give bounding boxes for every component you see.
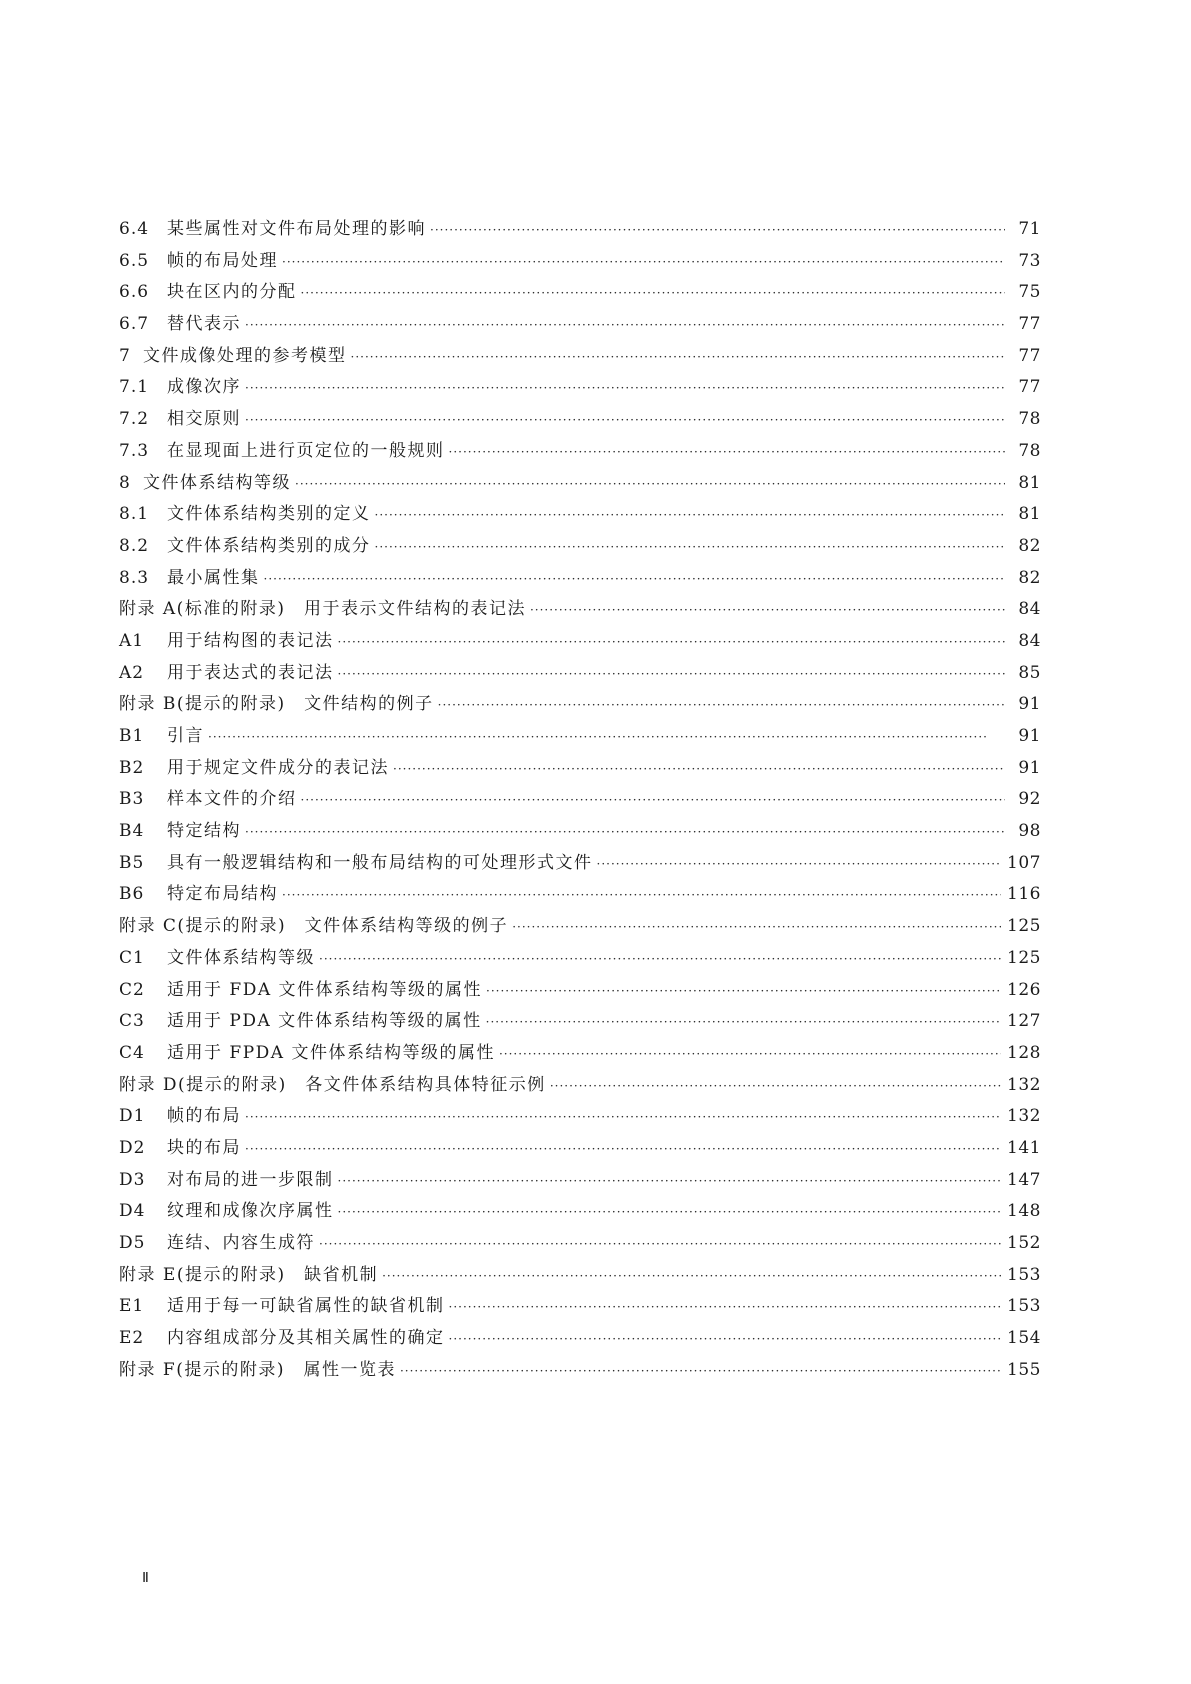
toc-entry-page: 91 — [1018, 726, 1041, 746]
toc-entry-page: 91 — [1018, 757, 1041, 778]
toc-entry — [119, 341, 1041, 373]
toc-entry-title: 文件体系结构等级 — [167, 947, 315, 968]
toc-entry — [119, 1006, 1041, 1038]
toc-dot-leader — [338, 659, 1006, 691]
toc-entry — [119, 372, 1041, 404]
toc-entry-number: B4 — [119, 821, 145, 842]
toc-entry-page: 147 — [1007, 1169, 1041, 1190]
toc-dot-leader — [245, 405, 1005, 437]
toc-entry-number: 8.2 — [119, 535, 150, 556]
toc-dot-leader — [208, 722, 1005, 754]
toc-entry-page: 154 — [1007, 1328, 1041, 1349]
toc-entry — [119, 658, 1041, 690]
toc-entry — [119, 468, 1041, 500]
toc-entry — [119, 1260, 1041, 1292]
toc-dot-leader — [319, 1229, 1001, 1261]
toc-dot-leader — [301, 278, 1006, 310]
toc-entry-page: 84 — [1018, 599, 1041, 620]
toc-dot-leader — [282, 880, 1001, 912]
toc-dot-leader — [400, 1356, 1001, 1388]
toc-entry-page: 84 — [1018, 630, 1041, 651]
toc-dot-leader — [245, 310, 1005, 342]
toc-dot-leader — [282, 247, 1005, 279]
toc-entry — [119, 943, 1041, 975]
toc-entry-page: 153 — [1007, 1296, 1041, 1317]
toc-entry-page: 78 — [1018, 409, 1041, 430]
toc-entry-title: 附录 F(提示的附录) 属性一览表 — [119, 1359, 396, 1380]
toc-entry — [119, 1165, 1041, 1197]
toc-dot-leader — [449, 1292, 1002, 1324]
toc-entry-number: A1 — [119, 630, 145, 651]
toc-entry-page: 132 — [1007, 1106, 1041, 1127]
toc-entry-number: 8 — [119, 472, 131, 493]
toc-entry-number: C2 — [119, 979, 145, 1000]
toc-entry-title: 帧的布局 — [167, 1106, 241, 1127]
toc-entry — [119, 531, 1041, 563]
toc-entry-page: 128 — [1007, 1042, 1041, 1063]
toc-dot-leader — [375, 500, 1006, 532]
toc-entry-page: 116 — [1007, 884, 1041, 905]
toc-entry-title: 用于表达式的表记法 — [167, 662, 334, 683]
toc-entry-title: 特定布局结构 — [167, 884, 278, 905]
toc-entry-title: 文件成像处理的参考模型 — [143, 345, 347, 366]
toc-entry-title: 对布局的进一步限制 — [167, 1169, 334, 1190]
toc-entry-page: 75 — [1018, 282, 1041, 303]
toc-entry-number: 6.5 — [119, 250, 150, 271]
toc-entry-number: 7.1 — [119, 377, 150, 398]
toc-entry-number: B6 — [119, 884, 145, 905]
toc-entry-title: 附录 B(提示的附录) 文件结构的例子 — [119, 694, 434, 715]
toc-entry-number: E2 — [119, 1328, 145, 1349]
toc-dot-leader — [375, 532, 1006, 564]
toc-entry — [119, 1228, 1041, 1260]
toc-entry-title: 连结、内容生成符 — [167, 1233, 315, 1253]
toc-entry — [119, 848, 1041, 880]
toc-entry-number: 7.3 — [119, 440, 150, 461]
toc-entry-page: 125 — [1007, 916, 1041, 937]
toc-entry — [119, 753, 1041, 785]
toc-entry — [119, 499, 1041, 531]
toc-dot-leader — [245, 373, 1005, 405]
toc-entry-number: D3 — [119, 1169, 146, 1190]
toc-dot-leader — [382, 1261, 1001, 1293]
toc-entry-number: D4 — [119, 1201, 146, 1222]
table-of-contents — [119, 214, 1041, 1386]
toc-dot-leader — [351, 342, 1006, 374]
toc-entry-number: B5 — [119, 852, 145, 873]
toc-entry-title: 块在区内的分配 — [167, 282, 297, 303]
toc-entry — [119, 594, 1041, 626]
toc-entry-title: 块的布局 — [167, 1137, 241, 1158]
toc-entry — [119, 309, 1041, 341]
toc-dot-leader — [245, 1102, 1001, 1134]
toc-dot-leader — [264, 564, 1006, 596]
toc-entry-title: 相交原则 — [167, 409, 241, 430]
toc-entry-title: 适用于 FPDA 文件体系结构等级的属性 — [167, 1042, 495, 1063]
toc-entry-title: 最小属性集 — [167, 567, 260, 588]
toc-dot-leader — [393, 754, 1005, 786]
toc-dot-leader — [295, 469, 1005, 501]
toc-entry-number: 6.4 — [119, 219, 150, 239]
toc-entry-title: 帧的布局处理 — [167, 250, 278, 271]
toc-entry — [119, 1101, 1041, 1133]
toc-entry-page: 81 — [1018, 504, 1041, 525]
toc-dot-leader — [338, 627, 1006, 659]
toc-dot-leader — [449, 437, 1006, 469]
toc-entry-number: 6.6 — [119, 282, 150, 303]
toc-dot-leader — [597, 849, 1002, 881]
toc-entry — [119, 436, 1041, 468]
toc-dot-leader — [499, 1039, 1001, 1071]
toc-entry — [119, 879, 1041, 911]
toc-entry-page: 71 — [1018, 219, 1041, 239]
toc-entry-page: 141 — [1007, 1137, 1041, 1158]
toc-entry — [119, 1196, 1041, 1228]
toc-dot-leader — [430, 215, 1005, 247]
toc-entry-number: D2 — [119, 1137, 146, 1158]
toc-entry-number: E1 — [119, 1296, 145, 1317]
toc-entry — [119, 277, 1041, 309]
toc-entry-page: 153 — [1007, 1264, 1041, 1285]
toc-entry-number: 7 — [119, 345, 131, 366]
toc-entry-number: B2 — [119, 757, 145, 778]
toc-entry — [119, 721, 1041, 753]
toc-entry-title: 附录 A(标准的附录) 用于表示文件结构的表记法 — [119, 599, 526, 620]
toc-entry-title: 成像次序 — [167, 377, 241, 398]
toc-entry-page: 82 — [1018, 535, 1041, 556]
toc-entry-title: 样本文件的介绍 — [167, 789, 297, 810]
toc-entry — [119, 1323, 1041, 1355]
toc-entry-page: 77 — [1018, 345, 1041, 366]
toc-entry-page: 126 — [1007, 979, 1041, 1000]
toc-entry-number: C4 — [119, 1042, 145, 1063]
toc-dot-leader — [319, 944, 1001, 976]
toc-dot-leader — [486, 1007, 1001, 1039]
toc-entry-page: 98 — [1018, 821, 1041, 842]
toc-entry-page: 81 — [1018, 472, 1041, 493]
toc-entry-number: 7.2 — [119, 409, 150, 430]
toc-entry-title: 具有一般逻辑结构和一般布局结构的可处理形式文件 — [167, 852, 593, 873]
toc-entry-page: 77 — [1018, 377, 1041, 398]
toc-entry-number: 8.3 — [119, 567, 150, 588]
toc-entry-number: D1 — [119, 1106, 146, 1127]
toc-entry — [119, 1133, 1041, 1165]
page-number-folio: Ⅱ — [142, 1571, 149, 1586]
toc-entry-number: A2 — [119, 662, 145, 683]
toc-entry — [119, 1291, 1041, 1323]
toc-entry-title: 适用于 FDA 文件体系结构等级的属性 — [167, 979, 483, 1000]
toc-entry — [119, 214, 1041, 246]
toc-dot-leader — [550, 1071, 1001, 1103]
toc-entry-page: 78 — [1018, 440, 1041, 461]
toc-entry-page: 85 — [1018, 662, 1041, 683]
toc-entry-number: D5 — [119, 1233, 146, 1253]
toc-entry — [119, 784, 1041, 816]
toc-entry — [119, 563, 1041, 595]
toc-entry-number: 8.1 — [119, 504, 150, 525]
toc-entry-page: 73 — [1018, 250, 1041, 271]
toc-entry-title: 文件体系结构等级 — [143, 472, 291, 493]
toc-entry-title: 用于结构图的表记法 — [167, 630, 334, 651]
toc-entry — [119, 404, 1041, 436]
toc-dot-leader — [486, 976, 1001, 1008]
toc-entry — [119, 975, 1041, 1007]
toc-dot-leader — [512, 912, 1001, 944]
toc-entry-title: 用于规定文件成分的表记法 — [167, 757, 389, 778]
toc-entry — [119, 246, 1041, 278]
toc-entry-title: 文件体系结构类别的成分 — [167, 535, 371, 556]
toc-entry-page: 107 — [1007, 852, 1041, 873]
toc-dot-leader — [245, 1134, 1001, 1166]
toc-entry — [119, 1355, 1041, 1387]
toc-entry-title: 附录 D(提示的附录) 各文件体系结构具体特征示例 — [119, 1074, 546, 1095]
toc-dot-leader — [338, 1197, 1002, 1229]
toc-entry-page: 132 — [1007, 1074, 1041, 1095]
toc-entry-page: 77 — [1018, 314, 1041, 335]
toc-entry-title: 内容组成部分及其相关属性的确定 — [167, 1328, 445, 1349]
toc-dot-leader — [449, 1324, 1002, 1356]
toc-entry-number: C3 — [119, 1011, 145, 1032]
toc-entry-title: 适用于 PDA 文件体系结构等级的属性 — [167, 1011, 482, 1032]
toc-entry-title: 适用于每一可缺省属性的缺省机制 — [167, 1296, 445, 1317]
toc-dot-leader — [530, 595, 1005, 627]
toc-entry-page: 125 — [1007, 947, 1041, 968]
toc-dot-leader — [301, 785, 1006, 817]
toc-entry-page: 155 — [1007, 1359, 1041, 1380]
toc-entry-title: 文件体系结构类别的定义 — [167, 504, 371, 525]
toc-entry-number: B3 — [119, 789, 145, 810]
toc-entry-page: 92 — [1018, 789, 1041, 810]
toc-entry-page: 82 — [1018, 567, 1041, 588]
toc-entry-page: 91 — [1018, 694, 1041, 715]
toc-entry-title: 附录 C(提示的附录) 文件体系结构等级的例子 — [119, 916, 509, 937]
toc-entry-title: 某些属性对文件布局处理的影响 — [167, 219, 426, 239]
toc-entry-page: 127 — [1007, 1011, 1041, 1032]
toc-dot-leader — [245, 817, 1005, 849]
toc-entry-title: 特定结构 — [167, 821, 241, 842]
toc-entry-title: 替代表示 — [167, 314, 241, 335]
toc-entry-title: 引言 — [167, 726, 204, 746]
toc-entry-title: 纹理和成像次序属性 — [167, 1201, 334, 1222]
toc-entry — [119, 911, 1041, 943]
toc-entry — [119, 1038, 1041, 1070]
toc-entry-title: 附录 E(提示的附录) 缺省机制 — [119, 1264, 379, 1285]
toc-entry-title: 在显现面上进行页定位的一般规则 — [167, 440, 445, 461]
toc-entry — [119, 1070, 1041, 1102]
toc-entry-number: C1 — [119, 947, 145, 968]
toc-entry — [119, 626, 1041, 658]
toc-entry-page: 148 — [1007, 1201, 1041, 1222]
toc-entry-number: B1 — [119, 726, 145, 746]
toc-entry — [119, 689, 1041, 721]
toc-dot-leader — [338, 1166, 1002, 1198]
toc-entry-page: 152 — [1007, 1233, 1041, 1253]
toc-dot-leader — [438, 690, 1005, 722]
toc-entry-number: 6.7 — [119, 314, 150, 335]
toc-entry — [119, 816, 1041, 848]
